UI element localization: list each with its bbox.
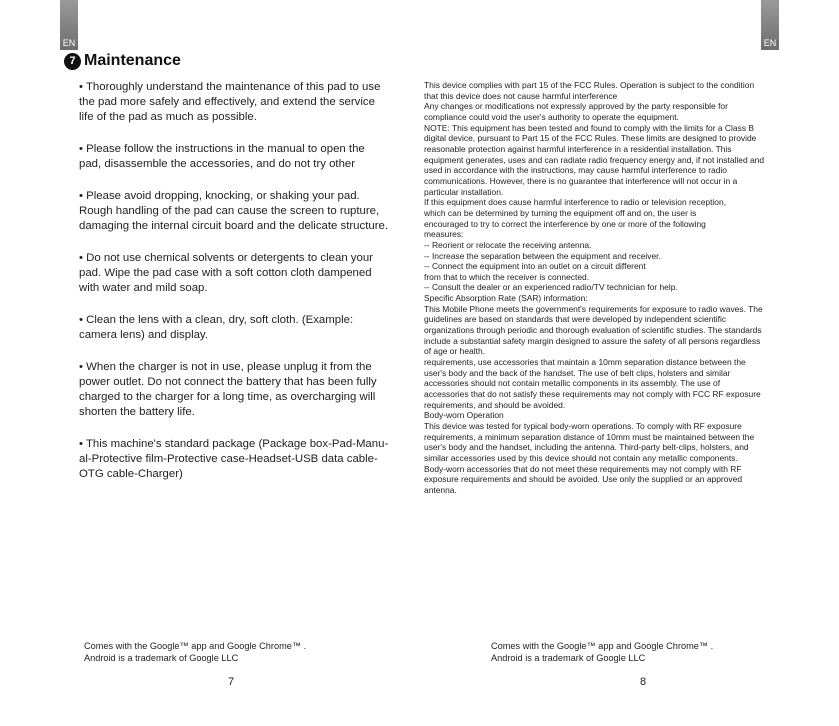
page-number-right: 8 xyxy=(640,676,647,688)
text-line: which can be determined by turning the equipment off and on, the user is xyxy=(424,207,697,218)
text-line: equipment generates, uses and can radiate radio frequency energy and, if not installed and xyxy=(424,154,765,165)
section-number-badge: 7 xyxy=(64,53,81,70)
text-line: digital device, pursuant to Part 15 of the FCC Rules. These limits are designed to provide xyxy=(424,133,757,144)
text-line: Body-worn Operation xyxy=(424,410,504,421)
text-line: that this device does not cause harmful interference xyxy=(424,90,618,101)
paragraph: • Please avoid dropping, knocking, or shaking your pad. Rough handling of the pad can cause the screen to rupture, damaging the internal circuit board and the delicate structure. xyxy=(79,190,388,232)
text-line: of age or health. xyxy=(424,346,485,357)
footer-line: Comes with the Google™ app and Google Chrome™ . xyxy=(84,641,307,651)
maintenance-paragraphs xyxy=(79,80,389,499)
section-heading xyxy=(64,52,181,70)
text-line: particular installation. xyxy=(424,186,504,197)
text-line: measures: xyxy=(424,229,464,240)
trademark-footer-left xyxy=(84,640,306,664)
text-line: antenna. xyxy=(424,484,457,495)
text-line: -- Increase the separation between the equipment and receiver. xyxy=(424,250,661,261)
text-line: include a substantial safety margin designed to assure the safety of all persons regardless xyxy=(424,335,761,346)
text-line: Body-worn accessories that do not meet these requirements may not comply with RF xyxy=(424,463,742,474)
footer-line: Android is a trademark of Google LLC xyxy=(491,653,646,663)
text-line: This Mobile Phone meets the government's requirements for exposure to radio waves. The xyxy=(424,303,763,314)
text-line: Any changes or modifications not expressly approved by the party responsible for xyxy=(424,101,728,112)
text-line: accessories should not contain metallic components in its assembly. The use of xyxy=(424,378,721,389)
text-line: user's body and the handset, including the antenna. Third-party belt-clips, holsters, and xyxy=(424,442,749,453)
text-line: from that to which the receiver is connected. xyxy=(424,271,590,282)
text-line: requirements, use accessories that maintain a 10mm separation distance between the xyxy=(424,357,746,368)
fcc-compliance-text xyxy=(424,80,808,496)
text-line: organizations through periodic and thorough evaluation of scientific studies. The standards xyxy=(424,325,762,336)
paragraph: • Please follow the instructions in the manual to open the pad, disassemble the accessories, and do not try other xyxy=(79,143,365,170)
paragraph: • Clean the lens with a clean, dry, soft cloth. (Example: camera lens) and display. xyxy=(79,314,354,341)
text-line: exposure requirements and should be avoided. Use only the supplied or an approved xyxy=(424,474,743,485)
text-line: guidelines are based on standards that were developed by independent scientific xyxy=(424,314,727,325)
paragraph: • When the charger is not in use, please unplug it from the power outlet. Do not connect the battery that has been fully charged to the charger for a long time, as overcharging will shorten the battery life. xyxy=(79,361,377,418)
text-line: compliance could void the user's authority to operate the equipment. xyxy=(424,111,679,122)
trademark-footer-right xyxy=(491,640,713,664)
paragraph: • This machine's standard package (Package box-Pad-Manu-al-Protective film-Protective case-Headset-USB data cable-OTG cable-Charger) xyxy=(79,438,389,480)
language-tab-label: EN xyxy=(763,38,777,48)
text-line: requirements, a minimum separation distance of 10mm must be maintained between the xyxy=(424,431,755,442)
page-number-left: 7 xyxy=(228,676,235,688)
paragraph: • Thoroughly understand the maintenance of this pad to use the pad more safely and effectively, and extend the service life of the pad as much as possible. xyxy=(79,81,381,123)
language-tab-left xyxy=(60,0,78,50)
language-tab-right xyxy=(761,0,779,50)
language-tab-label: EN xyxy=(62,38,76,48)
text-line: user's body and the back of the handset. The use of belt clips, holsters and similar xyxy=(424,367,731,378)
text-line: encouraged to try to correct the interference by one or more of the following xyxy=(424,218,706,229)
text-line: requirements, and should be avoided. xyxy=(424,399,566,410)
text-line: -- Reorient or relocate the receiving antenna. xyxy=(424,239,592,250)
text-line: reasonable protection against harmful interference in a residential installation. This xyxy=(424,143,732,154)
text-line: NOTE: This equipment has been tested and found to comply with the limits for a Class B xyxy=(424,122,755,133)
text-line: -- Consult the dealer or an experienced radio/TV technician for help. xyxy=(424,282,678,293)
text-line: accessories that do not satisfy these requirements may not comply with FCC RF exposure xyxy=(424,389,761,400)
text-line: -- Connect the equipment into an outlet on a circuit different xyxy=(424,261,646,272)
text-line: This device was tested for typical body-worn operations. To comply with RF exposure xyxy=(424,421,742,431)
text-line: similar accessories used by this device should not contain any metallic components. xyxy=(424,452,738,463)
text-line: communications. However, there is no guarantee that interference will not occur in a xyxy=(424,175,738,186)
footer-line: Comes with the Google™ app and Google Chrome™ . xyxy=(491,641,714,651)
text-line: Specific Absorption Rate (SAR) information: xyxy=(424,293,588,304)
text-line: If this equipment does cause harmful interference to radio or television reception, xyxy=(424,197,727,208)
text-line: This device complies with part 15 of the FCC Rules. Operation is subject to the condition xyxy=(424,80,755,90)
footer-line: Android is a trademark of Google LLC xyxy=(84,653,239,663)
text-line: used in accordance with the instructions, may cause harmful interference to radio xyxy=(424,165,727,176)
section-title: Maintenance xyxy=(84,52,181,69)
paragraph: • Do not use chemical solvents or detergents to clean your pad. Wipe the pad case with a soft cotton cloth dampened with water and mild soap. xyxy=(79,252,373,294)
